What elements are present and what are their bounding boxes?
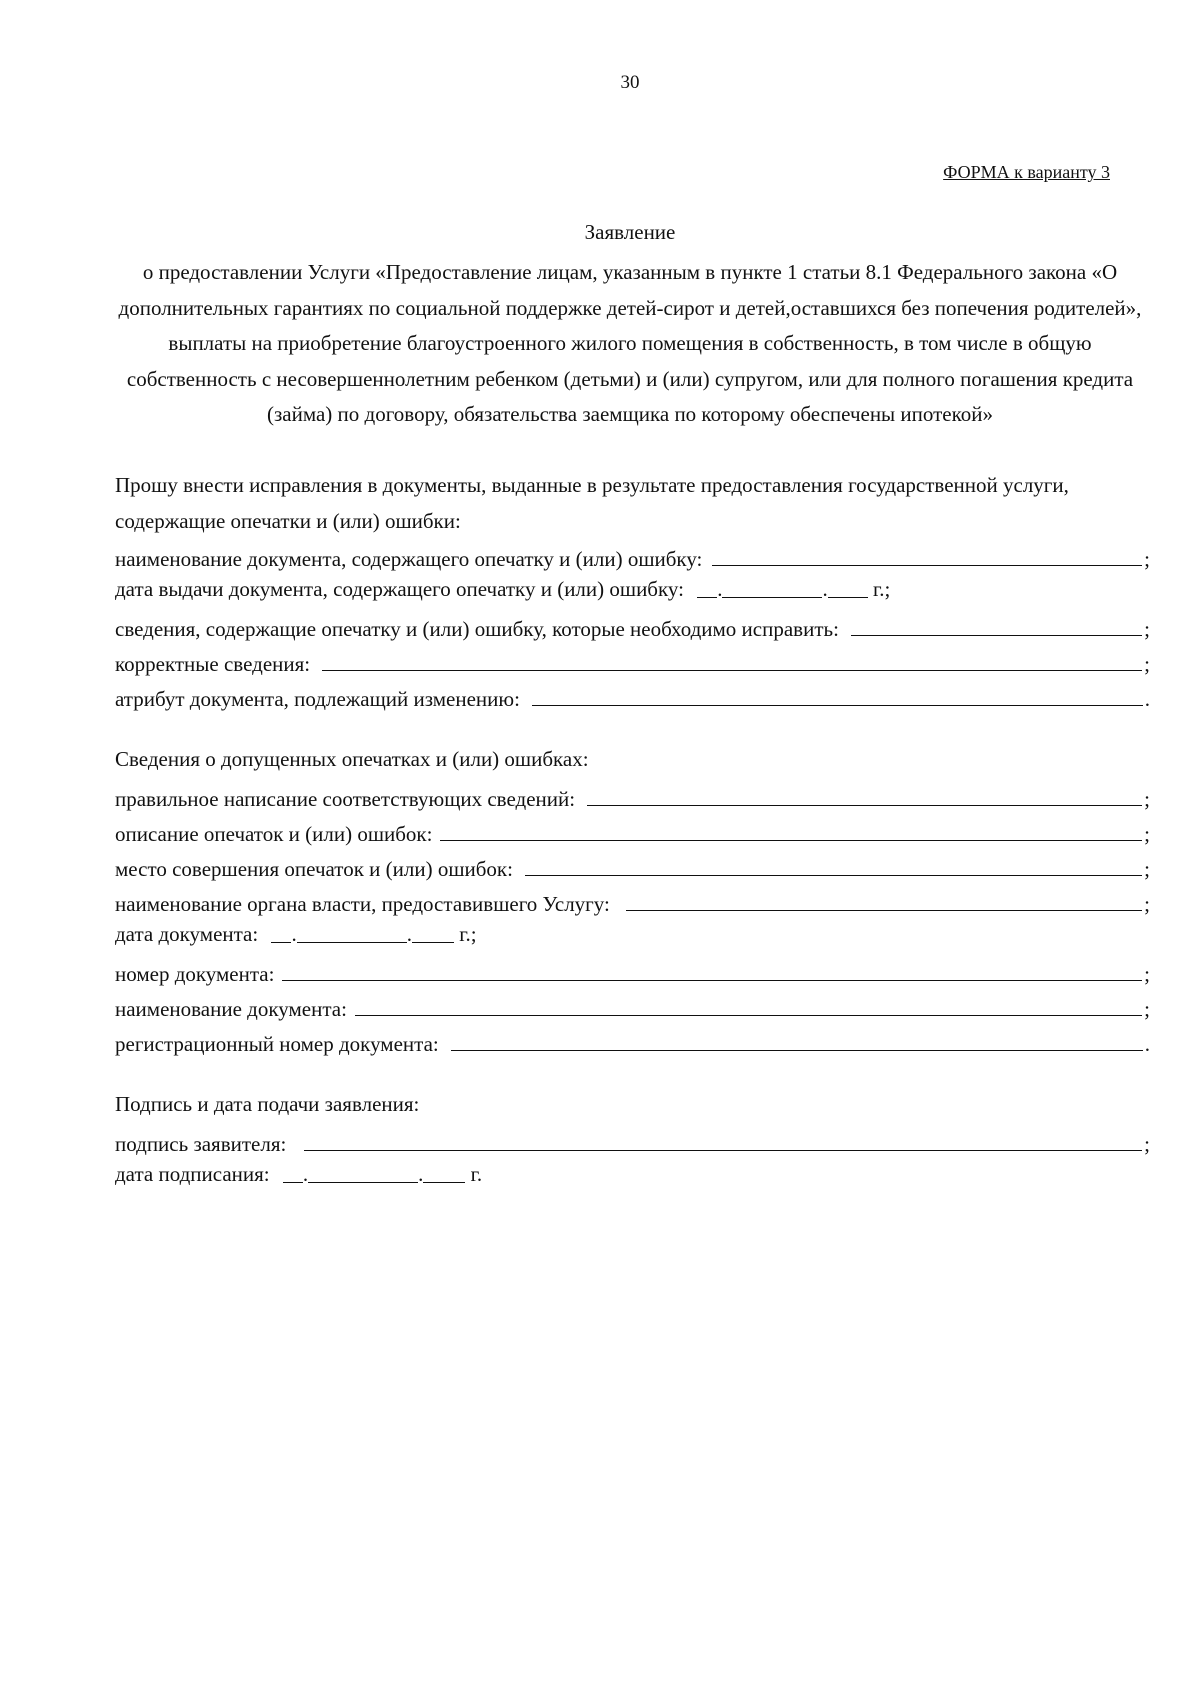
doc-title-field-row: [115, 986, 1150, 1022]
signature-label: подпись заявителя:: [115, 1132, 287, 1156]
info-field[interactable]: [851, 634, 1142, 636]
authority-field[interactable]: [626, 909, 1142, 911]
doc-date-month-field[interactable]: [297, 941, 407, 943]
place-label: место совершения опечаток и (или) ошибок:: [115, 857, 513, 881]
correct-info-end: ;: [1144, 652, 1150, 676]
signature-field-row: [115, 1121, 1150, 1157]
signature-field[interactable]: [304, 1149, 1142, 1151]
doc-name-field[interactable]: [712, 564, 1142, 566]
doc-date-day-field[interactable]: [271, 941, 291, 943]
correct-info-field[interactable]: [322, 669, 1142, 671]
document-title: Заявление: [584, 220, 676, 244]
attribute-field[interactable]: [532, 704, 1143, 706]
description-label: описание опечаток и (или) ошибок:: [115, 822, 433, 846]
place-end: ;: [1144, 857, 1150, 881]
page-number: 30: [620, 72, 640, 93]
doc-name-end: ;: [1144, 547, 1150, 571]
sign-date-label: дата подписания:: [115, 1162, 270, 1186]
spelling-field-row: [115, 776, 1150, 812]
doc-title-end: ;: [1144, 997, 1150, 1021]
attribute-end: .: [1144, 687, 1150, 711]
doc-date-year-field[interactable]: [412, 941, 454, 943]
reg-number-end: .: [1144, 1032, 1150, 1056]
authority-label: наименование органа власти, предоставившего Услугу:: [115, 892, 610, 916]
doc-number-label: номер документа:: [115, 962, 275, 986]
sign-date-suffix: г.: [470, 1162, 483, 1186]
doc-name-label: наименование документа, содержащего опечатку и (или) ошибку:: [115, 547, 703, 571]
description-end: ;: [1144, 822, 1150, 846]
issue-date-year-field[interactable]: [828, 596, 868, 598]
spelling-label: правильное написание соответствующих сведений:: [115, 787, 576, 811]
issue-date-suffix: г.;: [872, 577, 891, 601]
issue-date-field-row: дата выдачи документа, содержащего опечатку и (или) ошибку: . . г.;: [115, 577, 891, 601]
place-field[interactable]: [525, 874, 1142, 876]
form-reference: ФОРМА к варианту 3: [943, 162, 1110, 182]
reg-number-field[interactable]: [451, 1049, 1143, 1051]
spelling-field[interactable]: [587, 804, 1142, 806]
doc-number-field[interactable]: [282, 979, 1142, 981]
doc-number-field-row: [115, 951, 1150, 987]
reg-number-field-row: [115, 1021, 1150, 1057]
issue-date-month-field[interactable]: [722, 596, 822, 598]
correct-info-field-row: [115, 641, 1150, 677]
signature-end: ;: [1144, 1132, 1150, 1156]
authority-field-row: [115, 881, 1150, 917]
doc-title-label: наименование документа:: [115, 997, 347, 1021]
attribute-field-row: [115, 676, 1150, 712]
doc-title-field[interactable]: [355, 1014, 1142, 1016]
doc-date-field-row: дата документа: . . г.;: [115, 922, 477, 946]
info-end: ;: [1144, 617, 1150, 641]
sign-date-day-field[interactable]: [283, 1181, 303, 1183]
doc-number-end: ;: [1144, 962, 1150, 986]
place-field-row: [115, 846, 1150, 882]
doc-date-label: дата документа:: [115, 922, 259, 946]
issue-date-day-field[interactable]: [697, 596, 717, 598]
issue-date-label: дата выдачи документа, содержащего опечатку и (или) ошибку:: [115, 577, 684, 601]
spelling-end: ;: [1144, 787, 1150, 811]
correct-info-label: корректные сведения:: [115, 652, 311, 676]
sign-date-field-row: дата подписания: . . г.: [115, 1162, 483, 1186]
document-subtitle: о предоставлении Услуги «Предоставление лицам, указанным в пункте 1 статьи 8.1 Федерального закона «О дополнительных гарантиях по социальной поддержке детей-сирот и детей,оставшихся без попечения родителей», выплаты на приобретение благоустроенного жилого помещения в собственность, в том числе в общую собственность с несовершеннолетним ребенком (детьми) и (или) супругом, или для полного погашения кредита (займа) по договору, обязательства заемщика по которому обеспечены ипотекой»: [118, 260, 1142, 426]
info-field-row: [115, 606, 1150, 642]
reg-number-label: регистрационный номер документа:: [115, 1032, 439, 1056]
doc-date-suffix: г.;: [459, 922, 477, 946]
description-field[interactable]: [440, 839, 1142, 841]
authority-end: ;: [1144, 892, 1150, 916]
doc-name-field-row: [115, 536, 1150, 572]
description-field-row: [115, 811, 1150, 847]
attribute-label: атрибут документа, подлежащий изменению:: [115, 687, 520, 711]
sign-date-month-field[interactable]: [308, 1181, 418, 1183]
correction-request-intro: Прошу внести исправления в документы, выданные в результате предоставления государственной услуги, содержащие опечатки и (или) ошибки:: [115, 473, 1069, 533]
info-label: сведения, содержащие опечатку и (или) ошибку, которые необходимо исправить:: [115, 617, 839, 641]
signature-heading: Подпись и дата подачи заявления:: [115, 1092, 420, 1116]
sign-date-year-field[interactable]: [423, 1181, 465, 1183]
errors-heading: Сведения о допущенных опечатках и (или) ошибках:: [115, 747, 589, 771]
